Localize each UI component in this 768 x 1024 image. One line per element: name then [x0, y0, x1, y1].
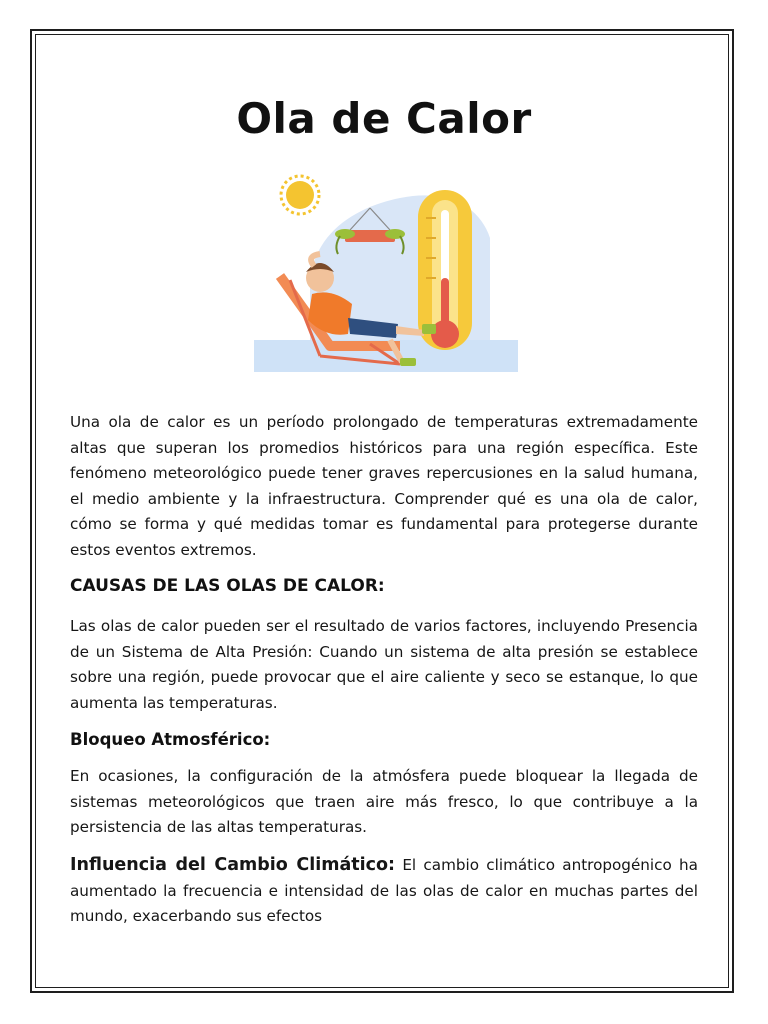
influencia-paragraph — [70, 853, 698, 930]
causas-paragraph: Las olas de calor pueden ser el resultado de varios factores, incluyendo Presencia de un Sistema de Alta Presión: Cuando un sistema de alta presión se establece sobre una región, puede provocar que el aire caliente y seco se estanque, lo que aumenta las temperaturas. — [70, 617, 698, 712]
section-heading-influencia: Influencia del Cambio Climático: — [70, 855, 396, 875]
sun-icon — [281, 176, 319, 214]
intro-paragraph: Una ola de calor es un período prolongado de temperaturas extremadamente altas que superan los promedios históricos para una región específica. Este fenómeno meteorológico puede tener graves repercusiones en la salud humana, el medio ambiente y la infraestructura. Comprender qué es una ola de calor, cómo se forma y qué medidas tomar es fundamental para protegerse durante estos eventos extremos. — [70, 413, 698, 559]
section-heading-bloqueo: Bloqueo Atmosférico: — [70, 730, 271, 749]
section-heading-causas: CAUSAS DE LAS OLAS DE CALOR: — [70, 576, 385, 596]
bloqueo-paragraph: En ocasiones, la configuración de la atmósfera puede bloquear la llegada de sistemas meteorológicos que traen aire más fresco, lo que contribuye a la persistencia de las altas temperaturas. — [70, 767, 698, 837]
page-title: Ola de Calor — [236, 94, 532, 143]
influencia-text: El cambio climático antropogénico ha aumentado la frecuencia e intensidad de las olas de calor en muchas partes del mundo, exacerbando sus efectos — [70, 856, 698, 926]
heatwave-illustration — [250, 168, 522, 378]
